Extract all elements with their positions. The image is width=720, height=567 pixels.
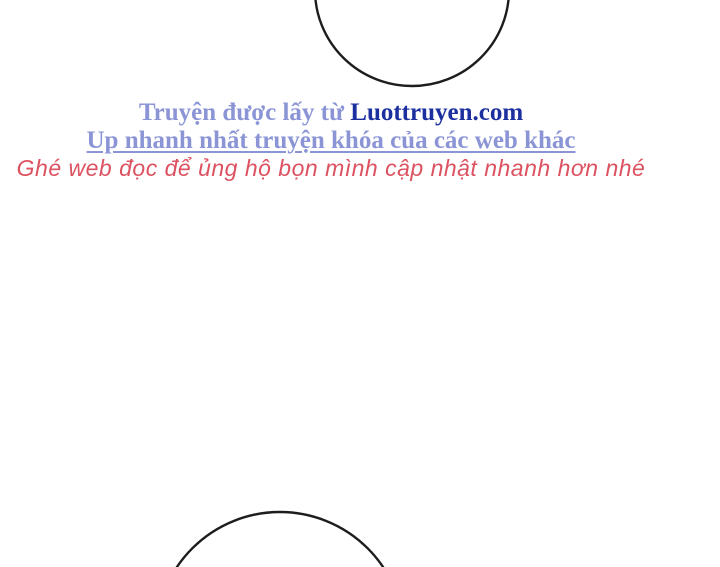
credit-site-name: Luottruyen.com (350, 99, 524, 126)
credit-line-source (6, 99, 656, 127)
credit-line-promo: Up nhanh nhất truyện khóa của các web khác (86, 127, 576, 154)
translator-credit-block (6, 99, 656, 183)
credit-line-note: Ghé web đọc để ủng hộ bọn mình cập nhật nhanh hơn nhé (16, 155, 646, 181)
credit-source-prefix: Truyện được lấy từ (138, 99, 351, 126)
bubble-arc-bottom (156, 512, 404, 567)
bubble-arc-top (315, 0, 509, 86)
